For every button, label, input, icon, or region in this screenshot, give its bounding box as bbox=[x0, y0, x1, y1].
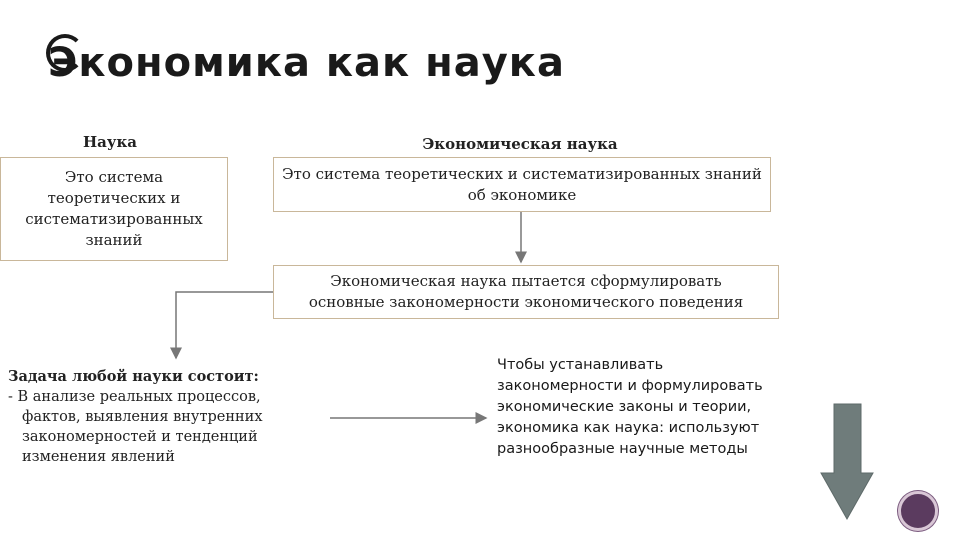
slide-badge-icon bbox=[898, 491, 938, 531]
slide-title: Экономика как наука bbox=[48, 40, 565, 86]
task-item: - В анализе реальных процессов, фактов, выявления внутренних закономерностей и тенденций изменения явлений bbox=[8, 389, 263, 465]
task-lead: Задача любой науки состоит: bbox=[8, 368, 259, 385]
economics-goal-box: Экономическая наука пытается сформулировать основные закономерности экономического поведения bbox=[273, 265, 779, 319]
arrow-goal-to-task bbox=[176, 292, 273, 358]
science-definition-box: Это система теоретических и систематизированных знаний bbox=[0, 157, 228, 261]
task-text-block bbox=[8, 367, 308, 467]
economics-definition-box: Это система теоретических и систематизированных знаний об экономике bbox=[273, 157, 771, 212]
big-down-arrow-icon bbox=[821, 404, 873, 519]
heading-economics: Экономическая наука bbox=[422, 135, 618, 153]
heading-science: Наука bbox=[82, 133, 138, 151]
conclusion-text: Чтобы устанавливать закономерности и формулировать экономические законы и теории, экономика как наука: используют разнообразные научные методы bbox=[497, 357, 763, 457]
